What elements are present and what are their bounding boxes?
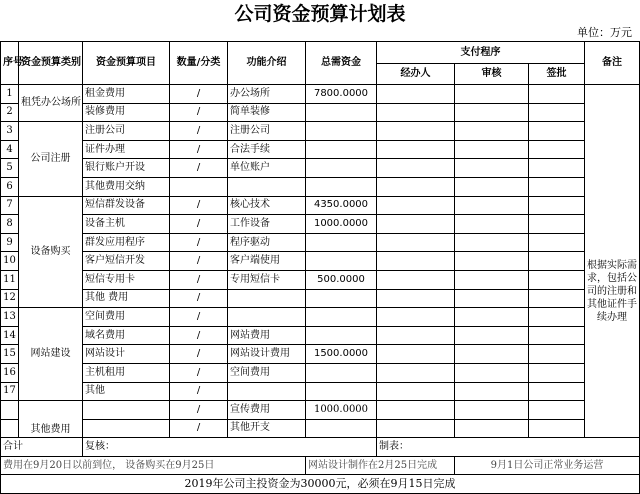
row-func: 单位账户 [228, 159, 306, 178]
row-amount: 1000.0000 [306, 215, 377, 234]
table-row [1, 233, 640, 252]
row-approve [529, 326, 585, 345]
row-item: 证件办理 [83, 140, 170, 159]
row-qty: / [170, 270, 228, 289]
row-approve [529, 103, 585, 122]
row-qty: / [170, 196, 228, 215]
category-other: 其他费用 [19, 401, 83, 438]
row-item: 域名费用 [83, 326, 170, 345]
row-item: 客户短信开发 [83, 252, 170, 271]
header-func: 功能介绍 [228, 42, 306, 85]
row-review [455, 401, 529, 420]
row-func: 网站费用 [228, 326, 306, 345]
row-number: 1 [1, 85, 19, 104]
row-func [228, 308, 306, 327]
bottom-row [1, 475, 640, 494]
row-number: 16 [1, 363, 19, 382]
row-amount: 1500.0000 [306, 345, 377, 364]
row-amount [306, 419, 377, 438]
row-review [455, 196, 529, 215]
review-label: 复核： [83, 438, 377, 457]
row-review [455, 308, 529, 327]
table-row [1, 308, 640, 327]
row-review [455, 252, 529, 271]
row-amount: 1000.0000 [306, 401, 377, 420]
row-review [455, 419, 529, 438]
row-approve [529, 289, 585, 308]
row-item: 装修费用 [83, 103, 170, 122]
header-item: 资金预算项目 [83, 42, 170, 85]
bottom-note: 2019年公司主投资金为30000元，必须在9月15日完成 [1, 475, 640, 494]
row-approve [529, 85, 585, 104]
row-func: 宣传费用 [228, 401, 306, 420]
row-qty: / [170, 85, 228, 104]
row-qty: / [170, 363, 228, 382]
header-row [1, 42, 640, 64]
table-row [1, 419, 640, 438]
maker-label: 制表： [377, 438, 640, 457]
row-func: 合法手续 [228, 140, 306, 159]
row-review [455, 103, 529, 122]
row-qty: / [170, 326, 228, 345]
row-func: 简单装修 [228, 103, 306, 122]
row-approve [529, 215, 585, 234]
row-handler [377, 159, 455, 178]
header-qty: 数量/分类 [170, 42, 228, 85]
row-amount: 4350.0000 [306, 196, 377, 215]
row-func: 其他开支 [228, 419, 306, 438]
table-row [1, 382, 640, 401]
row-approve [529, 308, 585, 327]
row-approve [529, 159, 585, 178]
row-qty: / [170, 140, 228, 159]
table-row [1, 401, 640, 420]
row-func: 专用短信卡 [228, 270, 306, 289]
row-amount [306, 103, 377, 122]
row-amount: 7800.0000 [306, 85, 377, 104]
row-number: 8 [1, 215, 19, 234]
row-item: 主机租用 [83, 363, 170, 382]
category-registration: 公司注册 [19, 122, 83, 196]
row-approve [529, 270, 585, 289]
row-amount [306, 159, 377, 178]
row-item: 其他 [83, 382, 170, 401]
row-review [455, 85, 529, 104]
row-handler [377, 215, 455, 234]
category-rent: 租凭办公场所 [19, 85, 83, 122]
header-review: 审核 [455, 64, 529, 85]
row-number: 9 [1, 233, 19, 252]
category-website: 网站建设 [19, 308, 83, 401]
table-row [1, 196, 640, 215]
row-func: 网站设计费用 [228, 345, 306, 364]
table-row [1, 252, 640, 271]
row-handler [377, 419, 455, 438]
header-procedure: 支付程序 [377, 42, 585, 64]
row-amount [306, 233, 377, 252]
row-amount [306, 363, 377, 382]
table-row [1, 85, 640, 104]
unit-label: 单位：万元 [577, 26, 632, 39]
row-review [455, 326, 529, 345]
row-item: 短信群发设备 [83, 196, 170, 215]
row-number [1, 419, 19, 438]
header-approve: 签批 [529, 64, 585, 85]
remarks-note [585, 85, 640, 438]
row-func [228, 382, 306, 401]
row-approve [529, 252, 585, 271]
row-approve [529, 419, 585, 438]
row-number: 11 [1, 270, 19, 289]
row-handler [377, 308, 455, 327]
row-amount [306, 140, 377, 159]
table-row [1, 103, 640, 122]
table-row [1, 215, 640, 234]
row-number: 10 [1, 252, 19, 271]
header-category: 资金预算类别 [19, 42, 83, 85]
row-approve [529, 345, 585, 364]
row-amount [306, 308, 377, 327]
row-review [455, 345, 529, 364]
row-func: 注册公司 [228, 122, 306, 141]
row-func: 办公场所 [228, 85, 306, 104]
table-row [1, 326, 640, 345]
row-item: 租金费用 [83, 85, 170, 104]
row-number: 5 [1, 159, 19, 178]
row-func: 客户端使用 [228, 252, 306, 271]
row-handler [377, 140, 455, 159]
row-item: 设备主机 [83, 215, 170, 234]
row-approve [529, 401, 585, 420]
notes-row [1, 456, 640, 475]
row-number: 14 [1, 326, 19, 345]
row-handler [377, 103, 455, 122]
row-item: 注册公司 [83, 122, 170, 141]
header-amount: 总需资金 [306, 42, 377, 85]
row-handler [377, 345, 455, 364]
row-item: 群发应用程序 [83, 233, 170, 252]
row-item [83, 401, 170, 420]
row-qty: / [170, 345, 228, 364]
row-item: 空间费用 [83, 308, 170, 327]
row-qty: / [170, 252, 228, 271]
row-item: 网站设计 [83, 345, 170, 364]
row-approve [529, 363, 585, 382]
table-row [1, 363, 640, 382]
row-qty: / [170, 419, 228, 438]
row-handler [377, 233, 455, 252]
note-website: 网站设计制作在2月25日完成 [306, 456, 455, 475]
row-handler [377, 289, 455, 308]
row-qty: / [170, 401, 228, 420]
row-approve [529, 382, 585, 401]
table-row [1, 289, 640, 308]
row-func: 程序驱动 [228, 233, 306, 252]
table-row [1, 345, 640, 364]
row-handler [377, 177, 455, 196]
table-row [1, 122, 640, 141]
row-amount [306, 252, 377, 271]
row-qty: / [170, 289, 228, 308]
row-review [455, 177, 529, 196]
row-handler [377, 363, 455, 382]
note-operation: 9月1日公司正常业务运营 [455, 456, 640, 475]
row-number: 13 [1, 308, 19, 327]
row-qty: / [170, 122, 228, 141]
row-handler [377, 326, 455, 345]
row-func: 核心技术 [228, 196, 306, 215]
row-number: 17 [1, 382, 19, 401]
sheet-title: 公司资金预算计划表 [234, 3, 406, 25]
row-qty: / [170, 382, 228, 401]
row-qty: / [170, 215, 228, 234]
note-funding: 费用在9月20日以前到位， 设备购买在9月25日 [1, 456, 306, 475]
category-equipment: 设备购买 [19, 196, 83, 308]
row-approve [529, 140, 585, 159]
row-qty: / [170, 103, 228, 122]
row-qty [170, 177, 228, 196]
row-review [455, 233, 529, 252]
row-number: 6 [1, 177, 19, 196]
row-review [455, 289, 529, 308]
row-review [455, 215, 529, 234]
row-item: 短信专用卡 [83, 270, 170, 289]
row-amount [306, 289, 377, 308]
row-func [228, 177, 306, 196]
row-number: 7 [1, 196, 19, 215]
header-remarks: 备注 [585, 42, 640, 85]
row-approve [529, 122, 585, 141]
row-review [455, 159, 529, 178]
row-number [1, 401, 19, 420]
row-handler [377, 85, 455, 104]
table-row [1, 159, 640, 178]
table-row [1, 177, 640, 196]
total-label: 合计 [1, 438, 83, 457]
row-review [455, 122, 529, 141]
row-number: 2 [1, 103, 19, 122]
row-approve [529, 177, 585, 196]
row-amount: 500.0000 [306, 270, 377, 289]
row-item: 其他 费用 [83, 289, 170, 308]
row-review [455, 382, 529, 401]
row-qty: / [170, 308, 228, 327]
row-number: 3 [1, 122, 19, 141]
row-review [455, 140, 529, 159]
total-row [1, 438, 640, 457]
row-item: 银行账户开设 [83, 159, 170, 178]
row-amount [306, 326, 377, 345]
row-number: 15 [1, 345, 19, 364]
row-func: 空间费用 [228, 363, 306, 382]
row-approve [529, 233, 585, 252]
header-index: 序号 [1, 42, 19, 85]
row-qty: / [170, 233, 228, 252]
row-handler [377, 196, 455, 215]
row-func: 工作设备 [228, 215, 306, 234]
row-item: 其他费用交纳 [83, 177, 170, 196]
row-handler [377, 122, 455, 141]
row-amount [306, 122, 377, 141]
row-qty: / [170, 159, 228, 178]
row-amount [306, 382, 377, 401]
row-review [455, 270, 529, 289]
row-number: 12 [1, 289, 19, 308]
table-row [1, 270, 640, 289]
row-approve [529, 196, 585, 215]
remarks-text: 根据实际需求，包括公司的注册和其他证件手续办理 [587, 259, 637, 323]
row-func [228, 289, 306, 308]
row-handler [377, 270, 455, 289]
table-row [1, 140, 640, 159]
row-handler [377, 401, 455, 420]
row-handler [377, 252, 455, 271]
row-number: 4 [1, 140, 19, 159]
row-review [455, 363, 529, 382]
budget-table [0, 41, 640, 494]
row-item [83, 419, 170, 438]
row-amount [306, 177, 377, 196]
row-handler [377, 382, 455, 401]
header-handler: 经办人 [377, 64, 455, 85]
